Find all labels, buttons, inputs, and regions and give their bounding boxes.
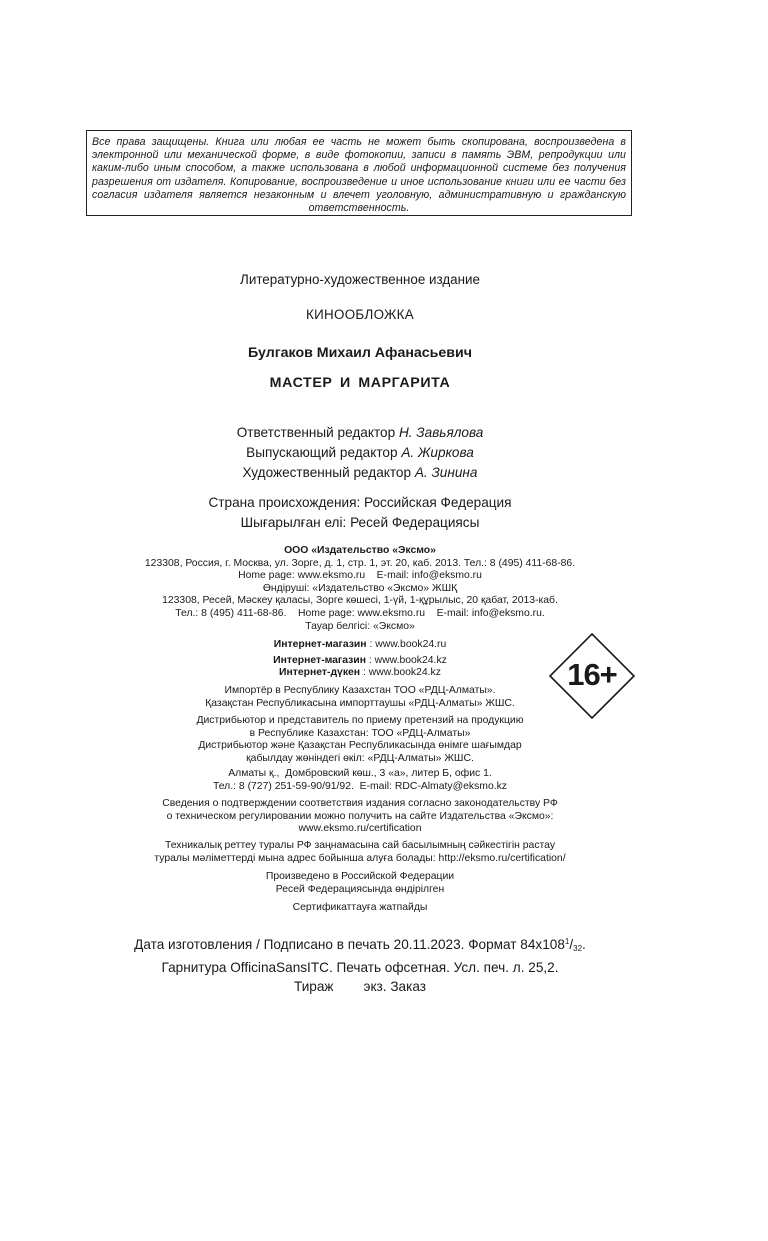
edition-genre: Литературно-художественное издание (240, 272, 480, 287)
tech-regulation-block: Техникалық реттеу туралы РФ заңнамасына сай басылымның сәйкестігін растау туралы мәліметтерді мына адрес бойынша алуға болады: http://eksmo.ru/certification/ (154, 840, 566, 864)
importer-block: Импортёр в Республику Казахстан ТОО «РДЦ-Алматы». Қазақстан Республикасына импорттаушы «РДЦ-Алматы» ЖШС. (205, 685, 515, 709)
author-name: Булгаков Михаил Афанасьевич (248, 345, 472, 361)
series-name: КИНООБЛОЖКА (305, 307, 415, 322)
certification-exempt-note: Сертификаттауға жатпайды (292, 902, 428, 913)
editor-line: Ответственный редактор Н. Завьялова (236, 425, 484, 440)
manufacturer-kz: Өндіруші: «Издательство «Эксмо» ЖШҚ (262, 582, 458, 594)
trademark: Тауар белгісі: «Эксмо» (305, 620, 415, 632)
age-rating-badge (548, 632, 636, 720)
publisher-address: 123308, Россия, г. Москва, ул. Зорге, д. 1, стр. 1, эт. 20, каб. 2013. Тел.: 8 (495) 411-68-86. (144, 557, 576, 569)
publisher-block (0, 545, 720, 633)
made-in-block: Произведено в Российской Федерации Ресей Федерациясында өндірілген (265, 871, 455, 895)
publisher-address-kz: 123308, Ресей, Мәскеу қаласы, Зорге көшесі, 1-үй, 1-құрылыс, 20 қабат, 2013-каб. (162, 595, 558, 607)
print-info-block (0, 932, 720, 996)
editor-line: Художественный редактор А. Зинина (242, 465, 478, 480)
shop-line: Интернет-магазин : www.book24.ru (273, 639, 447, 650)
publisher-contacts: Home page: www.eksmo.ru E-mail: info@eksmo.ru (238, 570, 482, 582)
distributor-address: Алматы қ., Домбровский көш., 3 «а», литер Б, офис 1. Тел.: 8 (727) 251-59-90/91/92. E-mail: RDC-Almaty@eksmo.kz (212, 768, 508, 792)
print-typeface: Гарнитура OfficinaSansITC. Печать офсетная. Усл. печ. л. 25,2. (161, 960, 559, 975)
book-title: МАСТЕР И МАРГАРИТА (269, 375, 451, 391)
copyright-notice-box (86, 130, 632, 216)
copyright-notice-text: Все права защищены. Книга или любая ее часть не может быть скопирована, воспроизведена в электронной или механической форме, в виде фотокопии, записи в память ЭВМ, репродукции или каким-либо иным способом, а также использована в любой информационной системе без получения разрешения от издателя. Копирование, воспроизведение и иное использование книги или ее части без согласия издателя является незаконным и влечет уголовную, административную и гражданскую ответственность. (92, 136, 626, 215)
shop-line: Интернет-дүкен : www.book24.kz (279, 667, 441, 679)
editors-block (0, 423, 720, 483)
shop-line: Интернет-магазин : www.book24.kz (273, 654, 447, 666)
age-rating-text: 16+ (567, 657, 617, 692)
editor-line: Выпускающий редактор А. Жиркова (246, 445, 474, 460)
certification-block: Сведения о подтверждении соответствия издания согласно законодательству РФ о техническом регулировании можно получить на сайте Издательства «Эксмо»: www.eksmo.ru/certification (162, 798, 558, 835)
publisher-name: ООО «Издательство «Эксмо» (284, 545, 436, 556)
print-date-format: Дата изготовления / Подписано в печать 20.11.2023. Формат $84х108^1/_{32}$. (134, 937, 586, 953)
print-run-order: Тираж экз. Заказ (294, 979, 426, 994)
country-of-origin: Страна происхождения: Российская Федерация Шығарылған елі: Ресей Федерациясы (208, 495, 512, 530)
distributor-block: Дистрибьютор и представитель по приему претензий на продукцию в Республике Казахстан: ТОО «РДЦ-Алматы» Дистрибьютор және Қазақстан Республикасында өнімге шағымдар қабылдау жөніндегі өкіл: «РДЦ-Алматы» ЖШС. (196, 715, 524, 764)
publisher-contacts-kz: Тел.: 8 (495) 411-68-86. Home page: www.eksmo.ru E-mail: info@eksmo.ru. (175, 607, 545, 619)
